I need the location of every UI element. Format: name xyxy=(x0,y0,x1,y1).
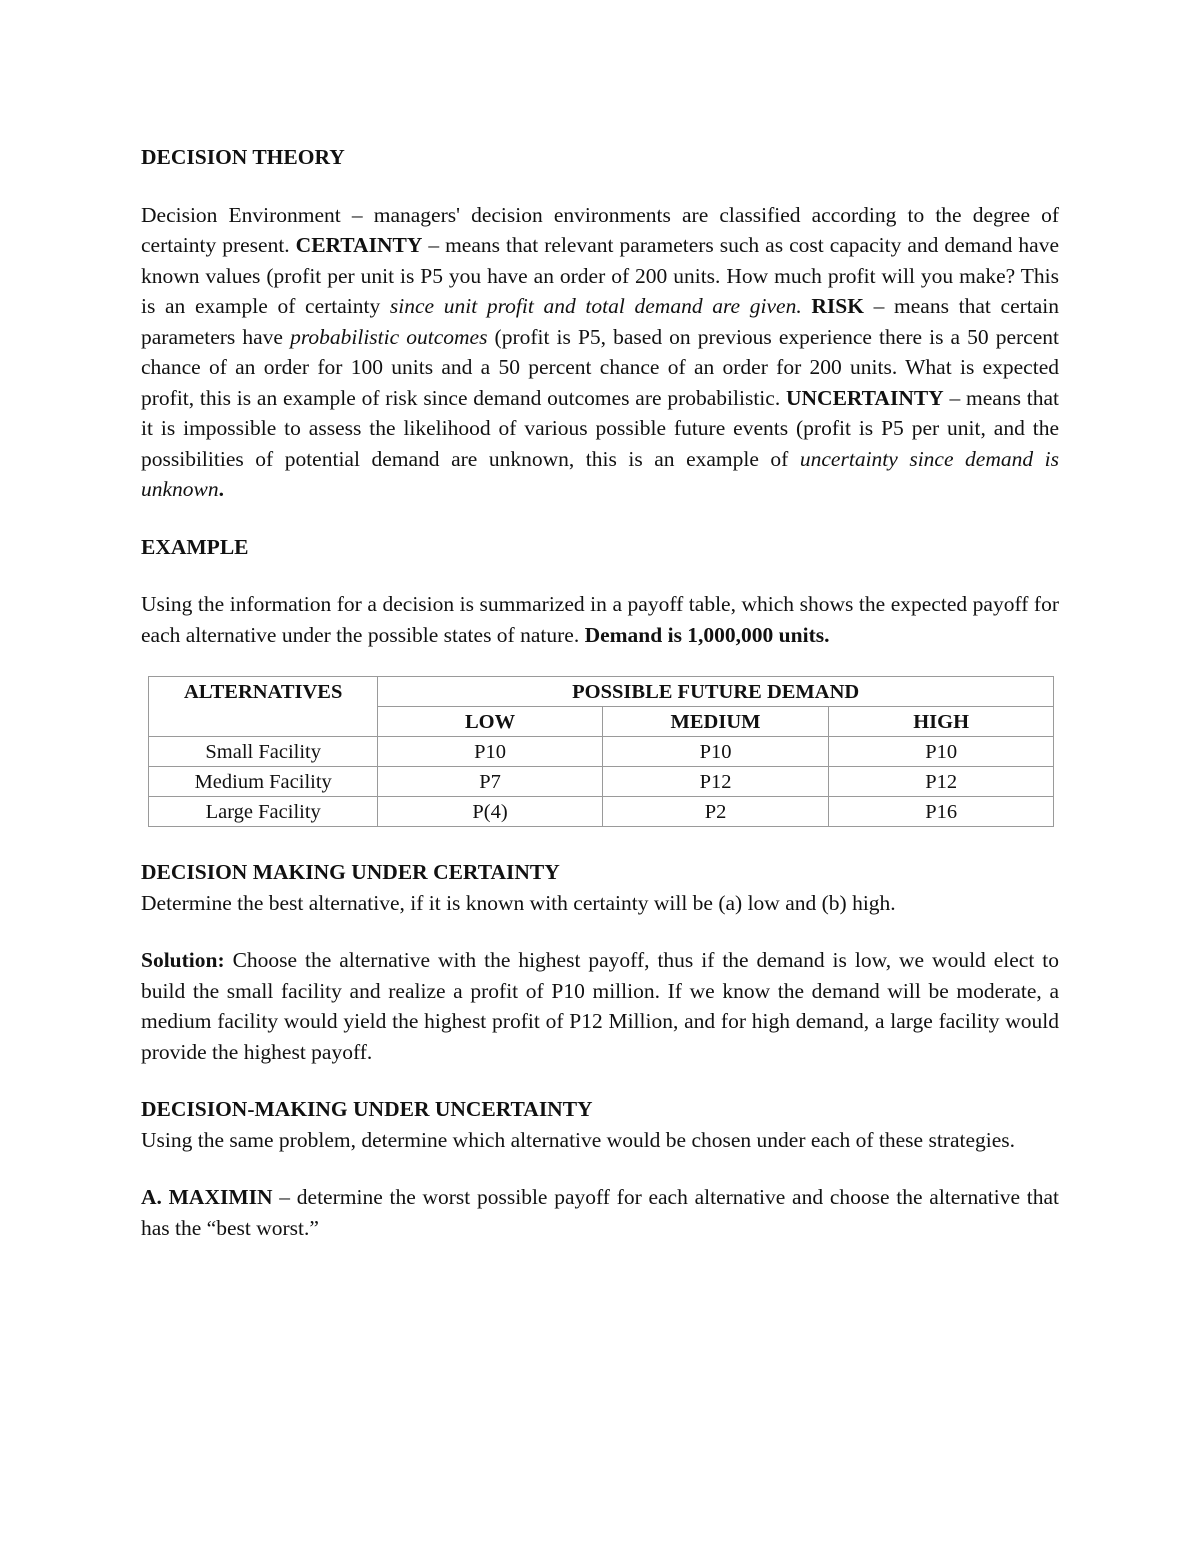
cell-high: P12 xyxy=(829,767,1054,797)
maximin-label: A. MAXIMIN xyxy=(141,1185,273,1209)
document-page xyxy=(141,142,1059,1243)
certainty-italic: since unit profit and total demand are given. xyxy=(389,294,802,318)
alternatives-header: ALTERNATIVES xyxy=(149,677,378,737)
row-name: Medium Facility xyxy=(149,767,378,797)
cell-low: P7 xyxy=(378,767,602,797)
intro-text-2: – means that relevant parameters such as cost capacity and demand have known values (profit per unit is P5 you have an order of 200 units. How much profit will you make? This is an example of certainty xyxy=(141,233,1060,318)
table-header-row xyxy=(149,677,1054,707)
uncertainty-heading: DECISION-MAKING UNDER UNCERTAINTY xyxy=(141,1097,593,1121)
intro-text-4: – means that certain parameters have xyxy=(141,294,1060,349)
example-bold: Demand is 1,000,000 units. xyxy=(584,622,830,647)
risk-label: RISK xyxy=(811,294,864,318)
certainty-heading: DECISION MAKING UNDER CERTAINTY xyxy=(141,860,560,884)
row-name: Small Facility xyxy=(149,737,378,767)
uncertainty-label: UNCERTAINTY xyxy=(785,385,944,410)
risk-italic: probabilistic outcomes xyxy=(290,324,488,349)
example-heading: EXAMPLE xyxy=(141,534,249,559)
intro-text-1: Decision Environment – managers' decision environments are classified according to the degree of certainty present. xyxy=(141,202,1059,257)
intro-paragraph xyxy=(141,200,1059,505)
demand-header: POSSIBLE FUTURE DEMAND xyxy=(378,677,1054,707)
table-row xyxy=(149,737,1054,767)
column-medium: MEDIUM xyxy=(602,707,829,737)
payoff-table xyxy=(148,676,1054,827)
intro-text-7: . xyxy=(218,477,225,501)
uncertainty-question: Using the same problem, determine which alternative would be chosen under each of these strategies. xyxy=(141,1127,1016,1152)
cell-medium: P10 xyxy=(602,737,829,767)
page-title: DECISION THEORY xyxy=(141,145,345,169)
uncertainty-italic: uncertainty since demand is unknown xyxy=(141,446,1059,501)
solution-label: Solution: xyxy=(141,948,225,972)
column-low: LOW xyxy=(378,707,602,737)
column-high: HIGH xyxy=(829,707,1054,737)
example-text: Using the information for a decision is summarized in a payoff table, which shows the expected payoff for each alternative under the possible states of nature. xyxy=(141,592,1059,647)
intro-text-5: (profit is P5, based on previous experience there is a 50 percent chance of an order for 100 units and a 50 percent chance of an order for 200 units. What is expected profit, this is an example of risk since demand outcomes are probabilistic. xyxy=(141,324,1059,410)
table-row xyxy=(149,797,1054,827)
cell-low: P(4) xyxy=(378,797,602,827)
solution-text: Choose the alternative with the highest payoff, thus if the demand is low, we would elect to build the small facility and realize a profit of P10 million. If we know the demand will be moderate, a medium facility would yield the highest profit of P12 Million, and for high demand, a large facility would provide the highest payoff. xyxy=(141,948,1059,1064)
cell-medium: P12 xyxy=(602,767,829,797)
maximin-paragraph xyxy=(141,1182,1059,1243)
intro-text-6: – means that it is impossible to assess the likelihood of various possible future events (profit is P5 per unit, and the possibilities of potential demand are unknown, this is an example of xyxy=(141,385,1059,471)
certainty-label: CERTAINTY xyxy=(295,233,423,257)
table-row xyxy=(149,767,1054,797)
certainty-question: Determine the best alternative, if it is known with certainty will be (a) low and (b) high. xyxy=(141,890,896,915)
maximin-text: – determine the worst possible payoff for each alternative and choose the alternative that has the “best worst.” xyxy=(141,1185,1059,1240)
solution-paragraph xyxy=(141,945,1059,1067)
cell-low: P10 xyxy=(378,737,602,767)
example-paragraph xyxy=(141,589,1059,650)
intro-text-3 xyxy=(802,294,812,318)
row-name: Large Facility xyxy=(149,797,378,827)
cell-high: P16 xyxy=(829,797,1054,827)
cell-high: P10 xyxy=(829,737,1054,767)
cell-medium: P2 xyxy=(602,797,829,827)
